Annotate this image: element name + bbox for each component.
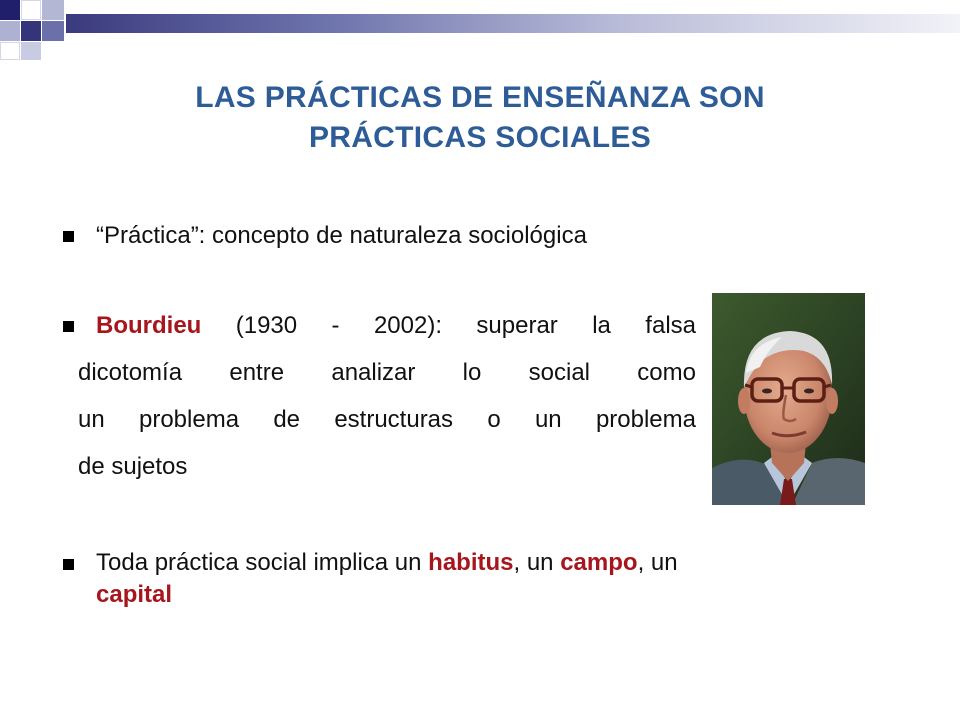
bullet-marker-3 <box>63 559 74 570</box>
bullet-1-text: “Práctica”: concepto de naturaleza sociológica <box>96 222 587 249</box>
bullet-2-line-1-rest: (1930 - 2002): superar la falsa <box>201 312 696 339</box>
bullet-3-line-1 <box>96 548 678 578</box>
bourdieu-name: Bourdieu <box>96 312 202 339</box>
deco-square-1 <box>0 0 20 20</box>
bullet-3-line-2 <box>96 580 172 610</box>
deco-square-8 <box>21 42 41 60</box>
deco-square-4 <box>0 21 20 41</box>
bullet-2-line-1 <box>96 311 696 341</box>
slide-title <box>60 78 900 158</box>
habitus-term: habitus <box>428 549 514 576</box>
deco-square-2 <box>21 0 41 20</box>
portrait-photo <box>712 293 865 505</box>
bullet-2-line-2: dicotomía entre analizar lo social como <box>78 359 696 386</box>
deco-square-7 <box>0 42 20 60</box>
deco-square-6 <box>42 21 64 41</box>
bullet-2-line-3: un problema de estructuras o un problema <box>78 406 696 433</box>
header-bar <box>66 14 960 33</box>
bullet-3-part-c: , un <box>637 549 678 576</box>
deco-square-5 <box>21 21 41 41</box>
deco-square-3 <box>42 0 64 20</box>
bullet-3-part-a: Toda práctica social implica un <box>96 549 429 576</box>
title-line-1: LAS PRÁCTICAS DE ENSEÑANZA SON <box>195 81 765 114</box>
bullet-marker-2 <box>63 321 74 332</box>
capital-term: capital <box>96 581 173 608</box>
bullet-3-part-b: , un <box>513 549 561 576</box>
bullet-2-line-4: de sujetos <box>78 453 188 480</box>
campo-term: campo <box>560 549 638 576</box>
title-line-2: PRÁCTICAS SOCIALES <box>308 121 652 154</box>
bullet-marker-1 <box>63 231 74 242</box>
